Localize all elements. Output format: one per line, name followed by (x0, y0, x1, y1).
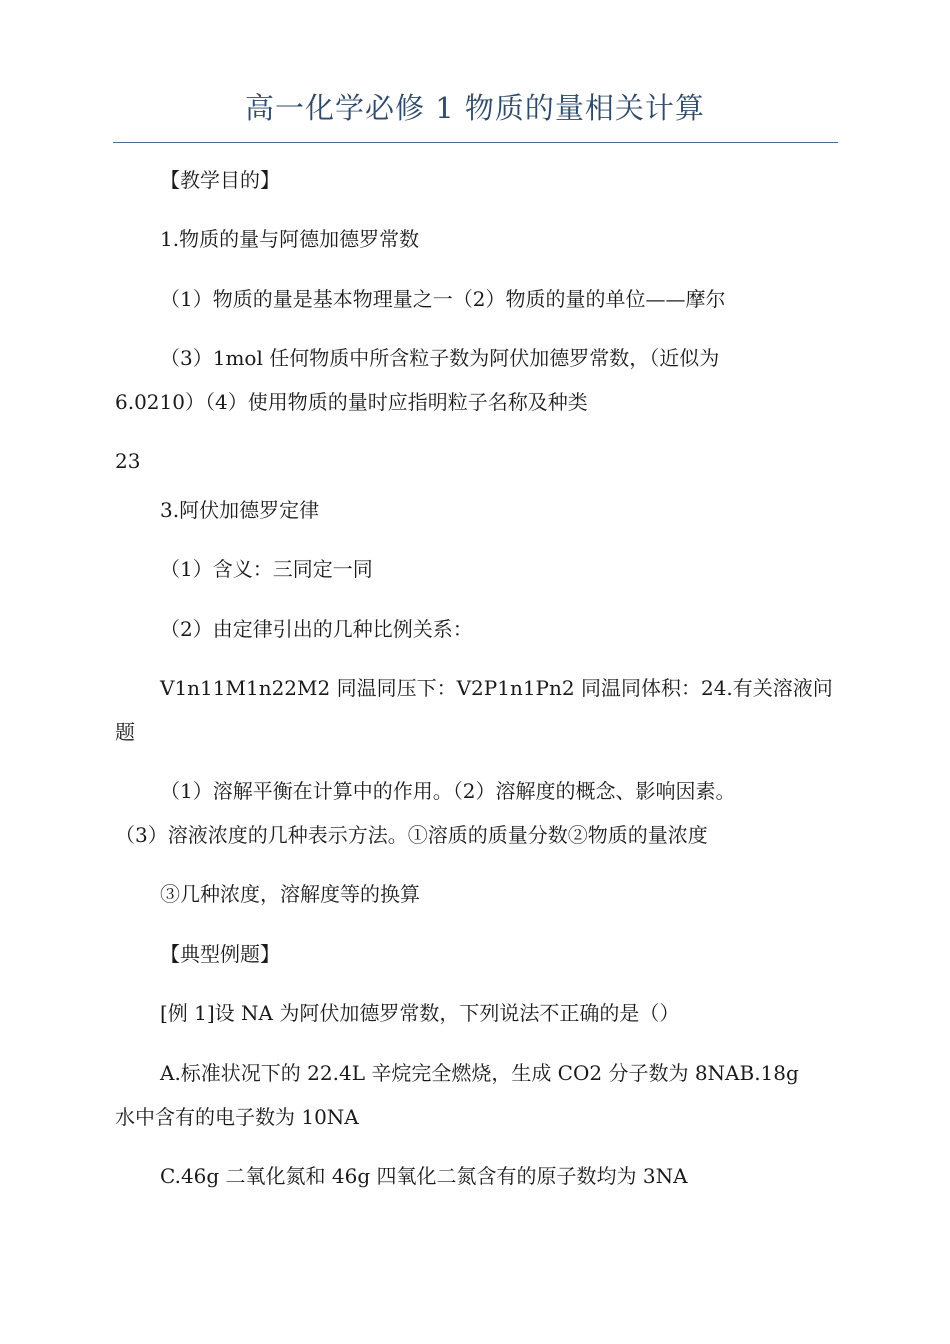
paragraph-line: [例 1]设 NA 为阿伏加德罗常数，下列说法不正确的是（） (160, 1001, 680, 1025)
paragraph-line: ③几种浓度，溶解度等的换算 (160, 882, 420, 906)
title-divider (113, 142, 838, 143)
paragraph-line: 水中含有的电子数为 10NA (115, 1105, 359, 1129)
paragraph-line: A.标准状况下的 22.4L 辛烷完全燃烧，生成 CO2 分子数为 8NAB.18g (160, 1061, 799, 1085)
document-title: 高一化学必修 1 物质的量相关计算 (245, 91, 705, 125)
section-heading-typical-examples: 【典型例题】 (160, 942, 280, 966)
paragraph-line: V1n11M1n22M2 同温同压下：V2P1n1Pn2 同温同体积：24.有关溶液问 (160, 676, 833, 700)
section-heading-teaching-goals: 【教学目的】 (160, 168, 280, 192)
paragraph-line: 3.阿伏加德罗定律 (160, 498, 320, 522)
paragraph-line: （2）由定律引出的几种比例关系： (160, 617, 473, 641)
paragraph-line: （3）1mol 任何物质中所含粒子数为阿伏加德罗常数，（近似为 (160, 346, 720, 370)
paragraph-line: C.46g 二氧化氮和 46g 四氧化二氮含有的原子数均为 3NA (160, 1164, 688, 1188)
paragraph-line: 1.物质的量与阿德加德罗常数 (160, 227, 420, 251)
paragraph-line: （3）溶液浓度的几种表示方法。①溶质的质量分数②物质的量浓度 (115, 823, 708, 847)
paragraph-line: 6.0210）（4）使用物质的量时应指明粒子名称及种类 (115, 390, 588, 414)
paragraph-line: （1）物质的量是基本物理量之一（2）物质的量的单位——摩尔 (160, 287, 726, 311)
paragraph-line: 23 (115, 449, 141, 473)
paragraph-line: 题 (115, 720, 135, 744)
paragraph-line: （1）溶解平衡在计算中的作用。（2）溶解度的概念、影响因素。 (160, 779, 736, 803)
paragraph-line: （1）含义：三同定一同 (160, 557, 373, 581)
